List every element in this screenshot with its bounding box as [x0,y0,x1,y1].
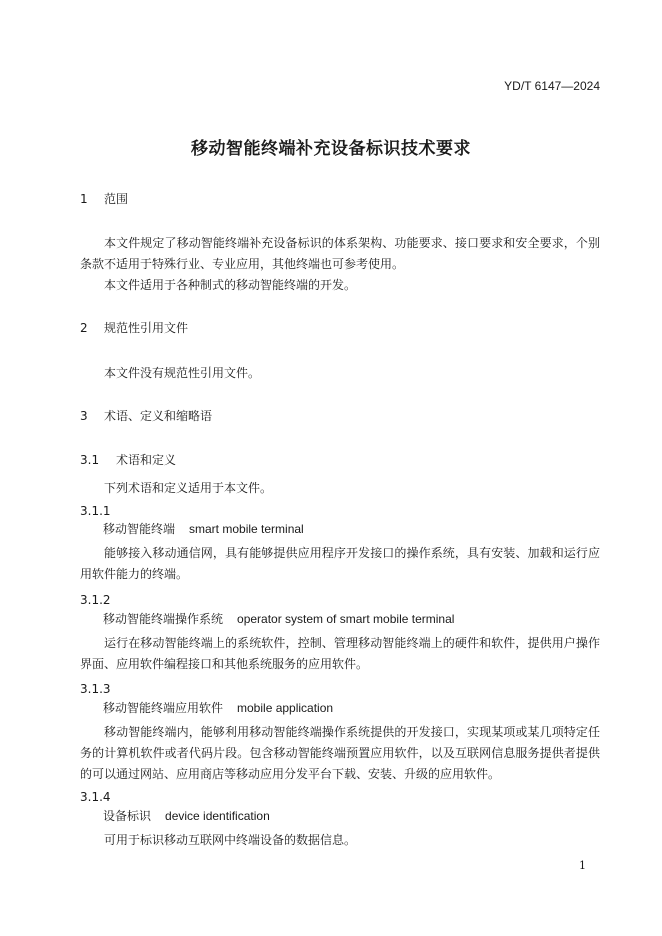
section-3-1-title: 术语和定义 [116,453,177,467]
page-number: 1 [579,859,586,872]
section-3-title: 术语、定义和缩略语 [104,409,213,423]
section-1-heading [80,190,128,207]
section-2-heading [80,319,188,336]
term-definition: 可用于标识移动互联网中终端设备的数据信息。 [104,833,357,847]
term-name [103,807,270,824]
document-title: 移动智能终端补充设备标识技术要求 [191,139,471,159]
section-2-paragraph-1: 本文件没有规范性引用文件。 [104,366,261,380]
section-3-heading [80,407,212,424]
term-definition: 移动智能终端内，能够利用移动智能终端操作系统提供的开发接口，实现某项或某几项特定任务的计算机软件或者代码片段。包含移动智能终端预置应用软件，以及互联网信息服务提供者提供的可以通过网站、应用商店等移动应用分发平台下载、安装、升级的应用软件。 [80,725,600,781]
term-name-zh: 移动智能终端应用软件 [103,701,224,715]
section-3-number: 3 [80,409,88,423]
section-1-paragraph-2: 本文件适用于各种制式的移动智能终端的开发。 [104,278,357,292]
section-2-number: 2 [80,321,88,335]
term-name-zh: 移动智能终端 [103,522,176,536]
section-1-paragraph-1: 本文件规定了移动智能终端补充设备标识的体系架构、功能要求、接口要求和安全要求，个别条款不适用于特殊行业、专业应用，其他终端也可参考使用。 [80,236,600,271]
section-2-title: 规范性引用文件 [104,321,189,335]
term-definition: 能够接入移动通信网，具有能够提供应用程序开发接口的操作系统，具有安装、加载和运行应用软件能力的终端。 [80,546,600,581]
term-number: 3.1.1 [80,504,111,518]
term-name-zh: 移动智能终端操作系统 [103,612,224,626]
section-3-1-heading [80,451,176,468]
term-name-en: smart mobile terminal [189,522,304,536]
term-name-zh: 设备标识 [103,809,152,823]
term-name-en: operator system of smart mobile terminal [237,612,455,626]
term-name [103,610,454,627]
term-name [103,699,333,716]
section-1-title: 范围 [104,192,129,206]
standard-code: YD/T 6147—2024 [504,79,600,93]
term-number: 3.1.4 [80,790,111,804]
term-number: 3.1.3 [80,682,111,696]
term-number: 3.1.2 [80,593,111,607]
term-name-en: device identification [165,809,270,823]
term-definition: 运行在移动智能终端上的系统软件，控制、管理移动智能终端上的硬件和软件，提供用户操作界面、应用软件编程接口和其他系统服务的应用软件。 [80,636,600,671]
term-name [103,520,304,537]
term-name-en: mobile application [237,701,334,715]
section-1-number: 1 [80,192,88,206]
section-3-1-intro: 下列术语和定义适用于本文件。 [104,481,273,495]
section-3-1-number: 3.1 [80,453,100,467]
